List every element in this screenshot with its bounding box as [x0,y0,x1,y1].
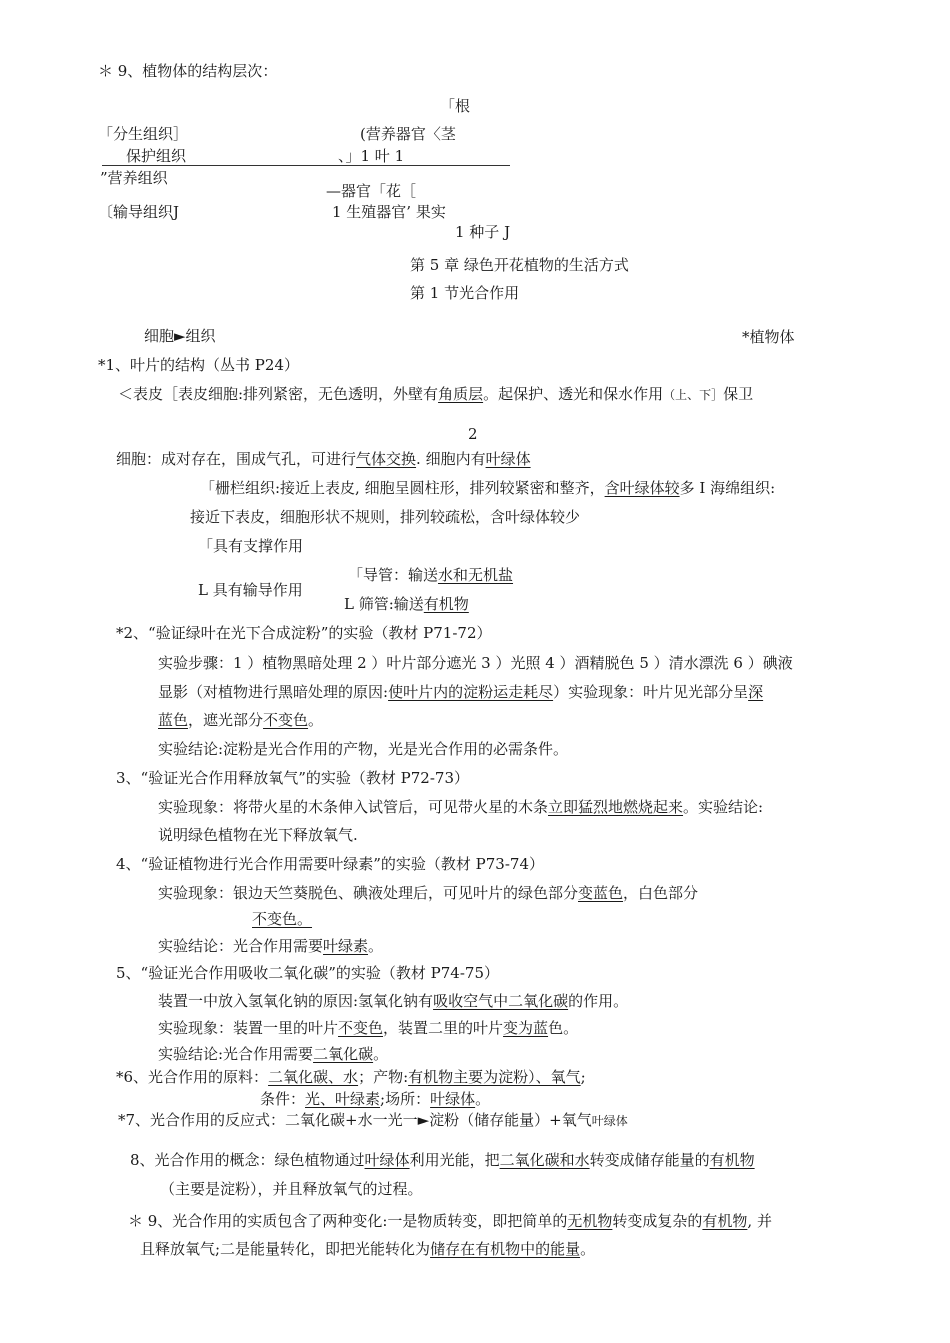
hierarchy-protective-tissue: 保护组织 [126,147,187,165]
s4-phenomenon-line: 实验现象：银边天竺葵脱色、碘液处理后，可见叶片的绿色部分变蓝色，白色部分 [158,884,699,902]
s4-title: 4、“验证植物进行光合作用需要叶绿素”的实验（教材 P73-74） [116,855,544,873]
s1-epidermis-line: ＜表皮［表皮细胞:排列紧密，无色透明，外壁有角质层。起保护、透光和保水作用（上、下］保卫 [118,385,754,403]
s1-sieve-line: L 筛管:输送有机物 [344,595,469,613]
s1-support-line: 「具有支撑作用 [198,537,304,555]
s8-concept-line-2: （主要是淀粉），并且释放氧气的过程。 [160,1180,423,1198]
s1-guard-cell-line: 细胞：成对存在，围成气孔，可进行气体交换. 细胞内有叶绿体 [116,450,531,468]
hierarchy-heading: ＊ 9、植物体的结构层次： [98,62,278,80]
hierarchy-vegetative-organ: (营养器官〈茎 [360,125,456,143]
hierarchy-plant-body: *植物体 [742,328,795,346]
s5-phenomenon-line: 实验现象：装置一里的叶片不变色，装置二里的叶片变为蓝色。 [158,1019,579,1037]
hierarchy-leaf: 、」1 叶 1 [338,147,405,165]
hierarchy-nutritive-tissue: ”营养组织 [100,169,168,187]
s5-title: 5、“验证光合作用吸收二氧化碳”的实验（教材 P74-75） [116,964,499,982]
hierarchy-conducting-tissue: 〔输导组织J [98,203,180,221]
s1-spongy-line: 接近下表皮，细胞形状不规则，排列较疏松，含叶绿体较少 [190,508,581,526]
s8-concept-line: 8、光合作用的概念：绿色植物通过叶绿体利用光能，把二氧化碳和水转变成储存能量的有机物 [130,1151,755,1169]
s4-conclusion-line: 实验结论：光合作用需要叶绿素。 [158,937,384,955]
s2-title: *2、“验证绿叶在光下合成淀粉”的实验（教材 P71-72） [116,624,492,642]
s5-reason-line: 装置一中放入氢氧化钠的原因:氢氧化钠有吸收空气中二氧化碳的作用。 [158,992,629,1010]
s2-phenomenon-line: 蓝色，遮光部分不变色。 [158,711,324,729]
hierarchy-cell-tissue: 细胞►组织 [144,327,216,345]
s3-conclusion-line: 说明绿色植物在光下释放氧气. [158,826,358,844]
s1-title: *1、叶片的结构（丛书 P24） [98,356,299,374]
s3-phenomenon-line: 实验现象：将带火星的木条伸入试管后，可见带火星的木条立即猛烈地燃烧起来。实验结论: [158,798,764,816]
section-title: 第 1 节光合作用 [410,284,520,302]
hierarchy-root: 「根 [440,97,471,115]
s9-essence-line: ＊ 9、光合作用的实质包含了两种变化:一是物质转变，即把简单的无机物转变成复杂的有机物, 并 [128,1212,772,1230]
hierarchy-reproductive-organ: 1 生殖器官’ 果实 [332,203,446,221]
s2-conclusion-line: 实验结论:淀粉是光合作用的产物，光是光合作用的必需条件。 [158,740,569,758]
s7-equation-line: *7、光合作用的反应式：二氧化碳+水一光一►淀粉（储存能量）+氧气叶绿体 [118,1111,628,1129]
chapter-title: 第 5 章 绿色开花植物的生活方式 [410,256,629,274]
s1-palisade-line: 「栅栏组织:接近上表皮, 细胞呈圆柱形，排列较紧密和整齐，含叶绿体较多 I 海绵组织: [200,479,776,497]
s2-reason-line: 显影（对植物进行黑暗处理的原因:使叶片内的淀粉运走耗尽）实验现象：叶片见光部分呈深 [158,683,764,701]
hierarchy-seed: 1 种子 J [455,223,511,241]
s1-number: 2 [468,425,478,443]
hierarchy-meristem: 「分生组织］ [98,125,189,143]
s6-conditions-line: 条件：光、叶绿素;场所：叶绿体。 [260,1090,491,1108]
s9-essence-line-2: 且释放氧气;二是能量转化，即把光能转化为储存在有机物中的能量。 [140,1240,596,1258]
hierarchy-organ-flower: —器官「花［ [326,182,417,200]
s1-conduct-line: L 具有输导作用 [198,581,303,599]
s5-conclusion-line: 实验结论:光合作用需要二氧化碳。 [158,1045,389,1063]
hierarchy-divider [102,165,510,166]
s3-title: 3、“验证光合作用释放氧气”的实验（教材 P72-73） [116,769,469,787]
s6-materials-line: *6、光合作用的原料：二氧化碳、水；产物:有机物主要为淀粉）、氧气; [116,1068,586,1086]
s1-vessel-line: 「导管：输送水和无机盐 [348,566,514,584]
s2-steps-line: 实验步骤：1 ）植物黑暗处理 2 ）叶片部分遮光 3 ）光照 4 ）酒精脱色 5 ）清水漂洗 6 ）碘液 [158,654,793,672]
s4-no-change-line: 不变色。 [252,910,313,928]
